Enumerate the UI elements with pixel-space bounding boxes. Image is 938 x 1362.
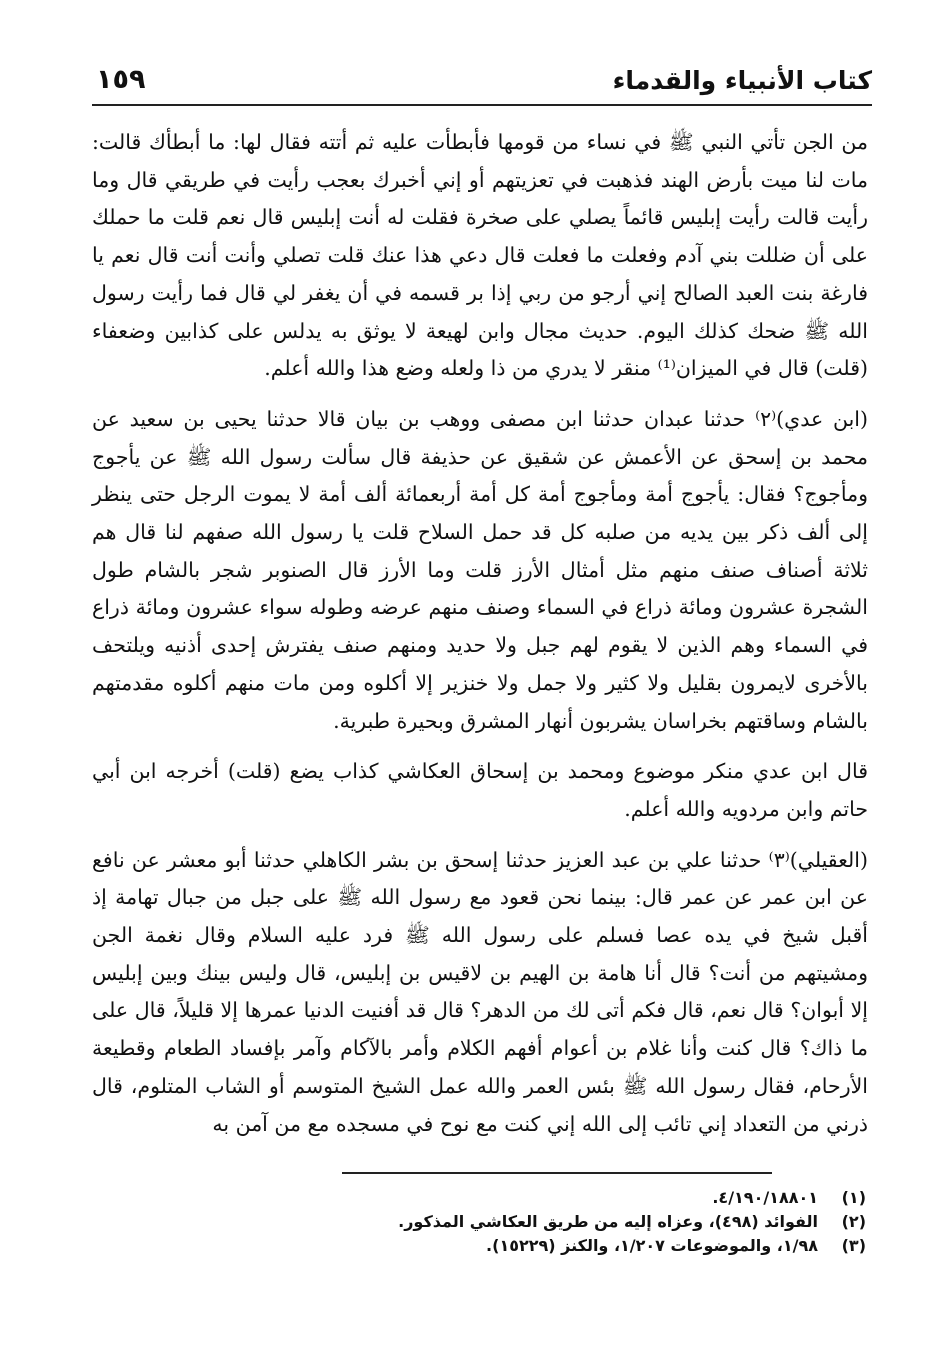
footnote-number: (٢) — [841, 1212, 866, 1231]
footnote-number: (١) — [841, 1188, 866, 1207]
footnote-number: (٣) — [841, 1236, 866, 1255]
footnote-text: ١/٩٨، والموضوعات ١/٢٠٧، والكنز (١٥٢٢٩). — [486, 1236, 818, 1255]
footnote-2 — [92, 1210, 868, 1234]
main-text — [92, 124, 868, 1143]
footnote-divider — [342, 1172, 772, 1174]
footnotes — [92, 1186, 868, 1258]
paragraph-4: (العقيلي)⁽٣⁾ حدثنا علي بن عبد العزيز حدثنا إسحق بن بشر الكاهلي حدثنا أبو معشر عن نافع عن ابن عمر عن عمر قال: بينما نحن قعود مع رسول الله ﷺ على جبل من جبال تهامة إذ أقبل شيخ في يده عصا فسلم على رسول الله ﷺ فرد عليه السلام وقال نغمة الجن ومشيتهم من أنت؟ قال أنا هامة بن الهيم بن لاقيس بن إبليس، قال وليس بينك وبين إبليس إلا أبوان؟ قال نعم، قال فكم أتى لك من الدهر؟ قال قد أفنيت الدنيا عمرها إلا قليلاً، قال على ما ذاك؟ قال كنت وأنا غلام بن أعوام أفهم الكلام وأمر بالآكام وآمر بإفساد الطعام وقطيعة الأرحام، فقال رسول الله ﷺ بئس العمر والله عمل الشيخ المتوسم أو الشاب المتلوم، قال ذرني من التعداد إني تائب إلى الله إني كنت مع نوح في مسجده مع من آمن به — [92, 847, 868, 1136]
paragraph-1: من الجن تأتي النبي ﷺ في نساء من قومها فأبطأت عليه ثم أتته فقال لها: ما أبطأك قالت: مات لنا ميت بأرض الهند فذهبت في تعزيتهم أو إني أخبرك بعجب رأيت في طريقي قال وما رأيت قالت رأيت إبليس قائماً يصلي على صخرة فقلت له أنت إبليس قال نعم قلت ما حملك على أن ضللت بني آدم وفعلت ما فعلت قال دعي هذا عنك قلت تصلي وأنت أنت قال نعم يا فارغة بنت العبد الصالح إني أرجو من ربي إذا بر قسمه في أن يغفر لي قال فما رأيت رسول الله ﷺ ضحك كذلك اليوم. حديث مجال وابن لهيعة لا يوثق به يدلس على كذابين وضعفاء (قلت) قال في الميزان⁽¹⁾ منقر لا يدري من ذا ولعله وضع هذا والله أعلم. — [92, 130, 868, 381]
book-title: كتاب الأنبياء والقدماء — [612, 66, 872, 95]
footnote-text: ٤/١٩٠/١٨٨٠١. — [712, 1188, 818, 1207]
footnote-3 — [92, 1234, 868, 1258]
running-header — [92, 60, 872, 106]
footnote-text: الفوائد (٤٩٨)، وعزاه إليه من طريق العكاشي المذكور. — [398, 1212, 818, 1231]
paragraph-2: (ابن عدي)⁽٢⁾ حدثنا عبدان حدثنا ابن مصفى ووهب بن بيان قالا حدثنا يحيى بن سعيد عن محمد بن إسحق عن الأعمش عن شقيق عن حذيفة قال سألت رسول الله ﷺ عن يأجوج ومأجوج؟ فقال: يأجوج أمة ومأجوج أمة كل أمة أربعمائة ألف أمة لا يموت الرجل حتى ينظر إلى ألف ذكر بين يديه من صلبه كل قد حمل السلاح قلت يا رسول الله صفهم لنا قال هم ثلاثة أصناف صنف منهم مثل أمثال الأرز قلت وما الأرز قال الصنوبر شجر بالشام طول الشجرة عشرون ومائة ذراع في السماء وصنف منهم عرضه وطوله سواء عشرون ومائة ذراع في السماء وهم الذين لا يقوم لهم جبل ولا حديد ومنهم صنف يفترش إحدى أذنيه ويلتحف بالأخرى لايمرون بقليل ولا كثير ولا جمل ولا خنزير إلا أكلوه ومن مات منهم أكلوه مقدمتهم بالشام وساقتهم بخراسان يشربون أنهار المشرق وبحيرة طبرية. — [92, 406, 868, 733]
page-number: ١٥٩ — [96, 64, 146, 95]
footnote-1 — [92, 1186, 868, 1210]
paragraph-3: قال ابن عدي منكر موضوع ومحمد بن إسحاق العكاشي كذاب يضع (قلت) أخرجه ابن أبي حاتم وابن مردويه والله أعلم. — [92, 759, 868, 821]
